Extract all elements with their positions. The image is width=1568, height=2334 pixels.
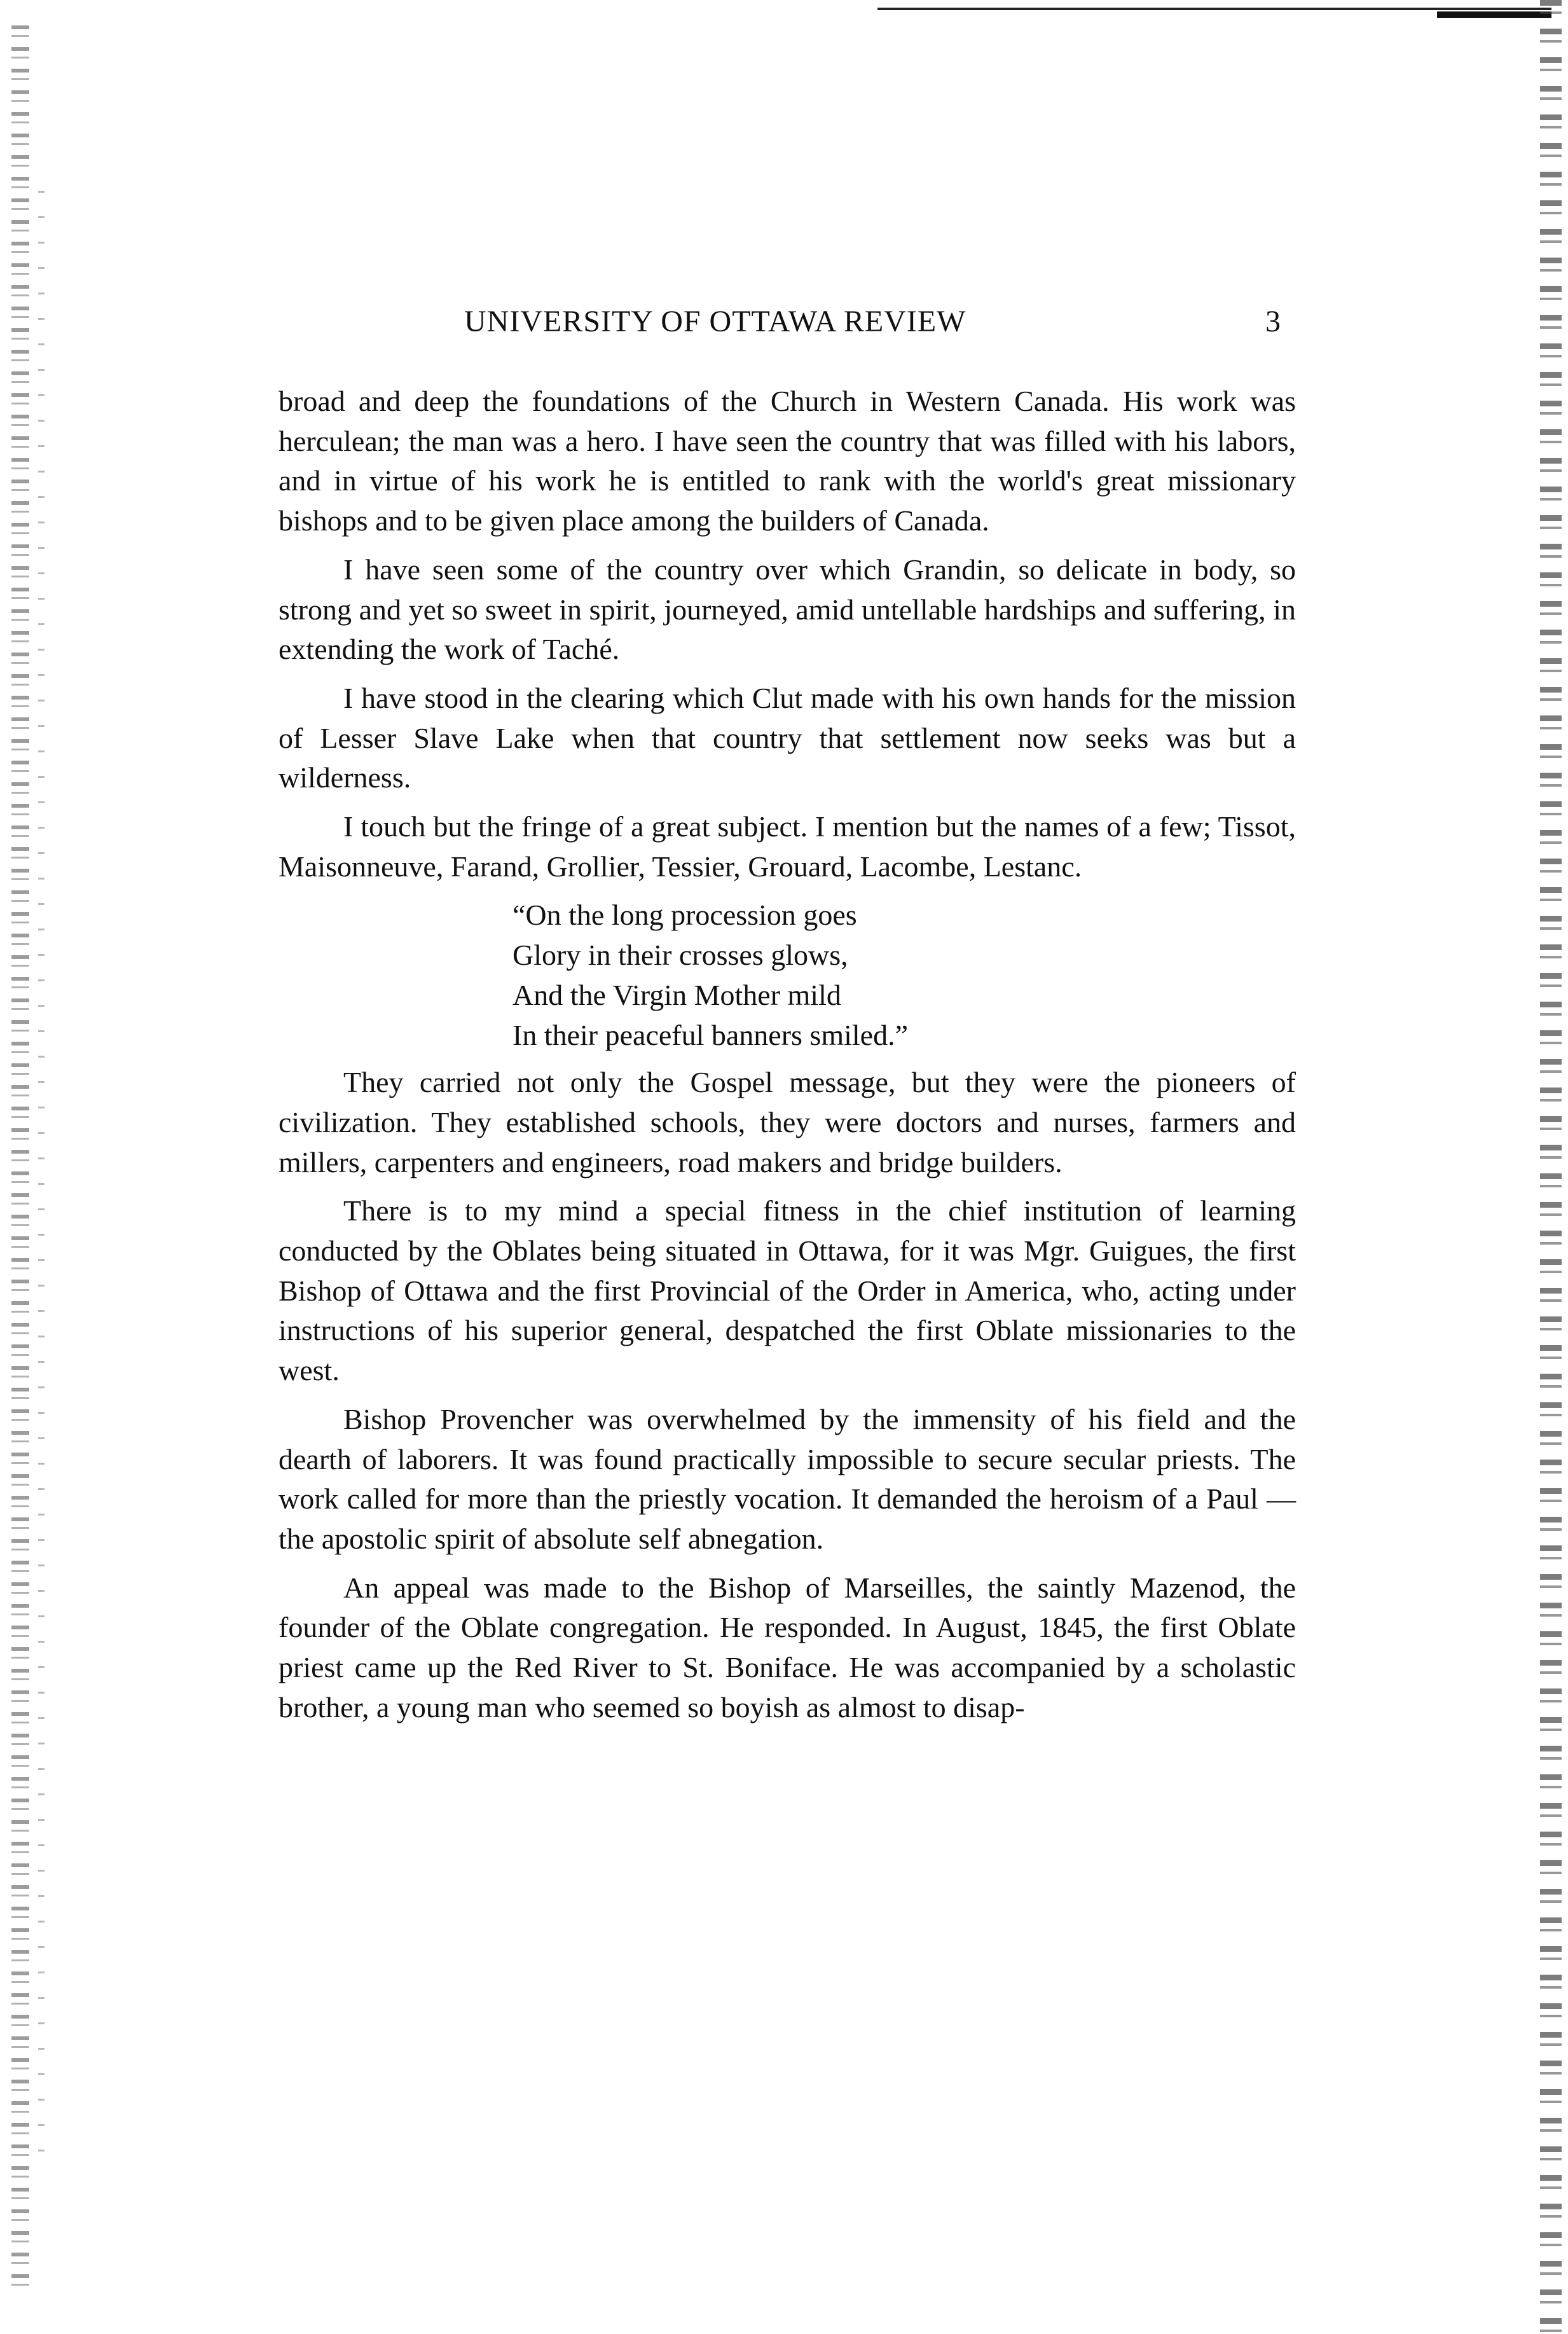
paragraph-2: I have seen some of the country over which Grandin, so delicate in body, so strong and yet so sweet in spirit, journeyed, amid untellable hardships and suffering, in extending the work of Taché. [279,553,1296,666]
paragraph-5: They carried not only the Gospel message, but they were the pioneers of civilization. They established schools, they were doctors and nurses, farmers and millers, carpenters and engineers, road makers and bridge builders. [279,1066,1296,1178]
running-header [280,304,1297,349]
paragraph-6: There is to my mind a special fitness in the chief institution of learning conducted by the Oblates being situated in Ottawa, for it was Mgr. Guigues, the first Bishop of Ottawa and the first Provincial of the Order in America, who, acting under instructions of his superior general, despatched the first Oblate missionaries to the west. [279,1194,1296,1387]
scan-left-edge [11,25,29,2289]
verse-line-4: In their peaceful banners smiled.” [512,1018,909,1051]
paragraph-1: broad and deep the foundations of the Church in Western Canada. His work was herculean; the man was a hero. I have seen the country that was filled with his labors, and in virtue of his work he is entitled to rank with the world's great missionary bishops and to be given place among the builders of Canada. [279,385,1296,537]
scan-top-rule [877,8,1551,10]
paragraph-4: I touch but the fringe of a great subject. I mention but the names of a few; Tissot, Maisonneuve, Farand, Grollier, Tessier, Grouard, Lacombe, Lestanc. [279,810,1296,883]
scan-left-edge-inner [38,191,45,2162]
paragraph-8: An appeal was made to the Bishop of Marseilles, the saintly Mazenod, the founder of the Oblate congregation. He responded. In August, 1845, the first Oblate priest came up the Red River to St. Boniface. He was accompanied by a scholastic brother, a young man who seemed so boyish as almost to disap- [279,1571,1296,1723]
verse-quotation [512,895,1296,1055]
scan-top-mark [1437,11,1551,18]
journal-title: UNIVERSITY OF OTTAWA REVIEW [464,305,966,338]
paragraph-7: Bishop Provencher was overwhelmed by the immensity of his field and the dearth of laborers. It was found practically impossible to secure secular priests. The work called for more than the priestly vocation. It demanded the heroism of a Paul —the apostolic spirit of absolute self abnegation. [279,1402,1296,1555]
verse-line-3: And the Virgin Mother mild [512,978,841,1011]
body-text [279,382,1296,1737]
page-number: 3 [1265,305,1281,338]
paragraph-3: I have stood in the clearing which Clut made with his own hands for the mission of Lesser Slave Lake when that country that settlement now seeks was but a wilderness. [279,681,1296,794]
scan-right-edge [1540,0,1562,2334]
verse-line-1: “On the long procession goes [512,899,857,932]
verse-line-2: Glory in their crosses glows, [512,939,848,972]
